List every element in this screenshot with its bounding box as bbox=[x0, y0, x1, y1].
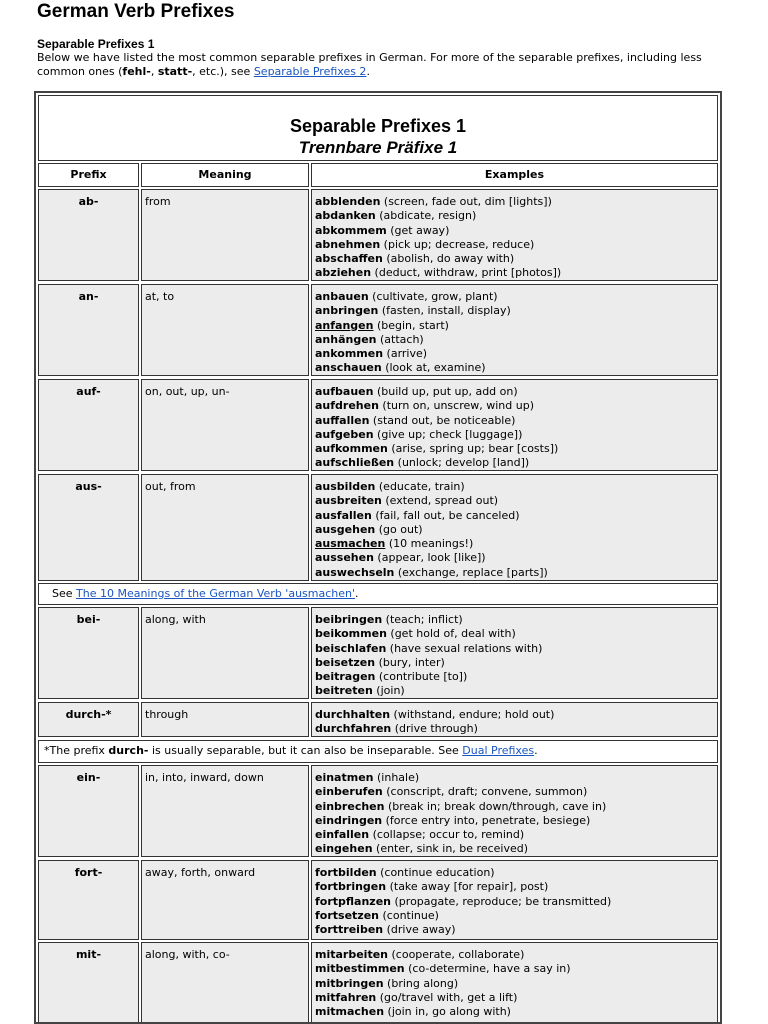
example-verb: ankommen bbox=[315, 347, 384, 361]
example-line bbox=[315, 414, 714, 428]
example-line bbox=[315, 977, 714, 991]
note-end: . bbox=[355, 587, 359, 600]
examples-cell bbox=[311, 765, 718, 857]
note-text-middle: is usually separable, but it can also be inseparable. See bbox=[148, 744, 463, 757]
example-line bbox=[315, 551, 714, 565]
example-verb: eindringen bbox=[315, 813, 383, 827]
example-verb: beischlafen bbox=[315, 641, 387, 655]
example-line bbox=[315, 385, 714, 399]
example-verb: abdanken bbox=[315, 209, 376, 223]
example-gloss: (look at, examine) bbox=[381, 361, 486, 375]
prefix-cell: auf- bbox=[38, 379, 139, 471]
prefix-cell: mit- bbox=[38, 942, 139, 1024]
example-gloss: (arise, spring up; bear [costs]) bbox=[387, 442, 559, 456]
example-line bbox=[315, 842, 714, 856]
example-line bbox=[315, 684, 714, 698]
example-gloss: (extend, spread out) bbox=[381, 494, 499, 508]
intro-paragraph bbox=[37, 51, 727, 79]
example-line bbox=[315, 866, 714, 880]
example-line bbox=[315, 442, 714, 456]
example-verb: anhängen bbox=[315, 332, 377, 346]
example-line bbox=[315, 566, 714, 580]
example-gloss: (take away [for repair], post) bbox=[386, 880, 549, 894]
example-gloss: (join in, go along with) bbox=[384, 1005, 511, 1019]
example-line bbox=[315, 428, 714, 442]
example-verb: mitbestimmen bbox=[315, 962, 405, 976]
page-title: German Verb Prefixes bbox=[37, 1, 235, 22]
meaning-cell: out, from bbox=[141, 474, 309, 581]
example-verb: einberufen bbox=[315, 785, 383, 799]
example-gloss: (break in; break down/through, cave in) bbox=[384, 799, 607, 813]
example-gloss: (contribute [to]) bbox=[375, 670, 468, 684]
examples-cell bbox=[311, 284, 718, 376]
example-verb: auswechseln bbox=[315, 565, 395, 579]
durch-note bbox=[38, 740, 718, 763]
prefix-cell: bei- bbox=[38, 607, 139, 699]
column-header-prefix: Prefix bbox=[38, 163, 139, 187]
example-gloss: (appear, look [like]) bbox=[373, 551, 486, 565]
example-line bbox=[315, 361, 714, 375]
example-line bbox=[315, 304, 714, 318]
example-line bbox=[315, 670, 714, 684]
example-line bbox=[315, 828, 714, 842]
examples-cell bbox=[311, 607, 718, 699]
example-gloss: (continue education) bbox=[376, 866, 495, 879]
example-verb: abziehen bbox=[315, 266, 372, 280]
example-gloss: (teach; inflict) bbox=[382, 613, 463, 626]
example-gloss: (cultivate, grow, plant) bbox=[368, 290, 498, 303]
section-heading: Separable Prefixes 1 bbox=[37, 37, 155, 51]
example-line bbox=[315, 319, 714, 333]
example-gloss: (abolish, do away with) bbox=[382, 252, 515, 266]
examples-cell bbox=[311, 860, 718, 940]
example-gloss: (abdicate, resign) bbox=[375, 209, 477, 223]
example-line bbox=[315, 800, 714, 814]
example-gloss: (co-determine, have a say in) bbox=[404, 962, 571, 976]
example-line bbox=[315, 642, 714, 656]
example-verb: abnehmen bbox=[315, 237, 381, 251]
example-gloss: (begin, start) bbox=[373, 318, 449, 332]
example-line bbox=[315, 347, 714, 361]
example-gloss: (educate, train) bbox=[375, 480, 465, 493]
example-line bbox=[315, 627, 714, 641]
table-subtitle: Trennbare Präfixe 1 bbox=[298, 138, 458, 157]
example-gloss: (drive away) bbox=[383, 923, 456, 937]
example-verb: anbauen bbox=[315, 290, 369, 303]
example-verb: beitreten bbox=[315, 684, 373, 698]
example-gloss: (turn on, unscrew, wind up) bbox=[378, 399, 534, 413]
example-verb: abblenden bbox=[315, 195, 381, 208]
table-title: Separable Prefixes 1 bbox=[289, 116, 467, 136]
column-header-examples: Examples bbox=[311, 163, 718, 187]
example-gloss: (cooperate, collaborate) bbox=[388, 948, 525, 961]
example-gloss: (10 meanings!) bbox=[385, 537, 474, 551]
intro-comma: , bbox=[150, 65, 158, 78]
example-line bbox=[315, 962, 714, 976]
example-verb: anschauen bbox=[315, 361, 382, 375]
example-line bbox=[315, 523, 714, 537]
example-gloss: (inhale) bbox=[373, 771, 420, 784]
examples-cell bbox=[311, 942, 718, 1024]
example-verb: einatmen bbox=[315, 771, 374, 784]
example-gloss: (propagate, reproduce; be transmitted) bbox=[391, 894, 612, 908]
prefix-cell: durch-* bbox=[38, 702, 139, 737]
meaning-cell: along, with, co- bbox=[141, 942, 309, 1024]
intro-bold-statt: statt- bbox=[157, 65, 193, 78]
intro-end: . bbox=[366, 65, 370, 78]
example-verb: aufkommen bbox=[315, 442, 388, 456]
prefix-cell: fort- bbox=[38, 860, 139, 940]
examples-cell bbox=[311, 474, 718, 581]
intro-text-after: , etc.), see bbox=[192, 65, 254, 78]
meaning-cell: on, out, up, un- bbox=[141, 379, 309, 471]
example-verb: beikommen bbox=[315, 627, 387, 641]
example-line bbox=[315, 290, 714, 304]
example-line bbox=[315, 923, 714, 937]
example-verb: fortpflanzen bbox=[315, 894, 392, 908]
example-gloss: (pick up; decrease, reduce) bbox=[380, 237, 535, 251]
intro-text: Below we have listed the most common separable prefixes in German. For more of the separable prefixes, including less common ones ( bbox=[37, 51, 702, 78]
example-verb: aufschließen bbox=[315, 456, 395, 470]
example-gloss: (get hold of, deal with) bbox=[386, 627, 516, 641]
example-gloss: (conscript, draft; convene, summon) bbox=[382, 785, 588, 799]
intro-bold-fehl: fehl- bbox=[122, 65, 151, 78]
example-verb: aufgeben bbox=[315, 427, 374, 441]
example-verb: einbrechen bbox=[315, 799, 385, 813]
meaning-cell: away, forth, onward bbox=[141, 860, 309, 940]
example-verb: abschaffen bbox=[315, 252, 383, 266]
example-verb[interactable]: anfangen bbox=[315, 318, 374, 332]
example-line bbox=[315, 909, 714, 923]
example-verb: beitragen bbox=[315, 670, 376, 684]
example-verb: fortsetzen bbox=[315, 908, 379, 922]
example-gloss: (bury, inter) bbox=[375, 655, 445, 669]
example-verb: mitfahren bbox=[315, 990, 377, 1004]
examples-cell bbox=[311, 702, 718, 737]
example-verb: einfallen bbox=[315, 828, 370, 842]
example-line bbox=[315, 656, 714, 670]
note-text: *The prefix bbox=[44, 744, 109, 757]
example-gloss: (deduct, withdraw, print [photos]) bbox=[371, 266, 562, 280]
separable-prefixes-2-link[interactable]: Separable Prefixes 2 bbox=[253, 65, 367, 78]
note-text: See bbox=[52, 587, 77, 600]
example-gloss: (give up; check [luggage]) bbox=[373, 427, 523, 441]
prefix-cell: an- bbox=[38, 284, 139, 376]
example-verb[interactable]: ausmachen bbox=[315, 537, 386, 551]
example-verb: durchhalten bbox=[315, 708, 391, 721]
example-line bbox=[315, 456, 714, 470]
prefix-cell: ein- bbox=[38, 765, 139, 857]
example-verb: forttreiben bbox=[315, 923, 384, 937]
example-gloss: (bring along) bbox=[383, 976, 459, 990]
example-line bbox=[315, 333, 714, 347]
column-header-meaning: Meaning bbox=[141, 163, 309, 187]
example-verb: aufdrehen bbox=[315, 399, 379, 413]
example-line bbox=[315, 537, 714, 551]
prefix-table bbox=[34, 91, 722, 1024]
example-line bbox=[315, 195, 714, 209]
example-line bbox=[315, 266, 714, 280]
example-line bbox=[315, 722, 714, 736]
example-verb: aussehen bbox=[315, 551, 374, 565]
example-line bbox=[315, 708, 714, 722]
example-gloss: (get away) bbox=[386, 223, 450, 237]
example-verb: mitmachen bbox=[315, 1005, 385, 1019]
example-verb: fortbilden bbox=[315, 866, 377, 879]
example-line bbox=[315, 948, 714, 962]
example-gloss: (force entry into, penetrate, besiege) bbox=[382, 813, 591, 827]
example-gloss: (go/travel with, get a lift) bbox=[376, 990, 518, 1004]
example-gloss: (enter, sink in, be received) bbox=[372, 842, 529, 856]
example-verb: anbringen bbox=[315, 304, 379, 318]
example-gloss: (collapse; occur to, remind) bbox=[369, 828, 525, 842]
example-line bbox=[315, 895, 714, 909]
example-gloss: (screen, fade out, dim [lights]) bbox=[380, 195, 552, 208]
examples-cell bbox=[311, 189, 718, 281]
example-line bbox=[315, 991, 714, 1005]
example-line bbox=[315, 238, 714, 252]
example-gloss: (withstand, endure; hold out) bbox=[390, 708, 555, 721]
example-verb: auffallen bbox=[315, 413, 370, 427]
note-end: . bbox=[534, 744, 538, 757]
example-verb: durchfahren bbox=[315, 722, 392, 736]
table-title-block bbox=[38, 95, 718, 161]
meaning-cell: from bbox=[141, 189, 309, 281]
example-line bbox=[315, 880, 714, 894]
example-gloss: (attach) bbox=[376, 332, 424, 346]
example-gloss: (fasten, install, display) bbox=[378, 304, 511, 318]
example-gloss: (continue) bbox=[379, 908, 439, 922]
example-gloss: (fail, fall out, be canceled) bbox=[371, 508, 520, 522]
dual-prefixes-link[interactable]: Dual Prefixes bbox=[462, 744, 535, 757]
example-line bbox=[315, 224, 714, 238]
example-line bbox=[315, 1005, 714, 1019]
meaning-cell: along, with bbox=[141, 607, 309, 699]
example-verb: fortbringen bbox=[315, 880, 387, 894]
example-gloss: (arrive) bbox=[383, 347, 428, 361]
example-verb: ausfallen bbox=[315, 508, 372, 522]
example-gloss: (stand out, be noticeable) bbox=[369, 413, 516, 427]
example-verb: beisetzen bbox=[315, 655, 376, 669]
example-verb: ausbilden bbox=[315, 480, 376, 493]
example-line bbox=[315, 613, 714, 627]
example-line bbox=[315, 509, 714, 523]
example-verb: beibringen bbox=[315, 613, 383, 626]
example-line bbox=[315, 771, 714, 785]
meaning-cell: in, into, inward, down bbox=[141, 765, 309, 857]
example-verb: mitarbeiten bbox=[315, 948, 388, 961]
meaning-cell: at, to bbox=[141, 284, 309, 376]
ausmachen-meanings-link[interactable]: The 10 Meanings of the German Verb 'ausmachen' bbox=[76, 587, 356, 600]
example-gloss: (join) bbox=[372, 684, 405, 698]
note-bold-durch: durch- bbox=[108, 744, 149, 757]
example-line bbox=[315, 252, 714, 266]
example-verb: aufbauen bbox=[315, 385, 374, 398]
example-gloss: (exchange, replace [parts]) bbox=[394, 565, 548, 579]
example-line bbox=[315, 494, 714, 508]
example-gloss: (unlock; develop [land]) bbox=[394, 456, 530, 470]
example-line bbox=[315, 785, 714, 799]
prefix-cell: aus- bbox=[38, 474, 139, 581]
example-line bbox=[315, 209, 714, 223]
example-verb: ausgehen bbox=[315, 522, 376, 536]
example-line bbox=[315, 480, 714, 494]
example-verb: eingehen bbox=[315, 842, 373, 856]
meaning-cell: through bbox=[141, 702, 309, 737]
example-gloss: (build up, put up, add on) bbox=[373, 385, 518, 398]
ausmachen-note bbox=[38, 583, 718, 605]
example-line bbox=[315, 814, 714, 828]
example-verb: ausbreiten bbox=[315, 494, 382, 508]
example-gloss: (drive through) bbox=[391, 722, 478, 736]
prefix-cell: ab- bbox=[38, 189, 139, 281]
example-gloss: (have sexual relations with) bbox=[386, 641, 543, 655]
example-line bbox=[315, 399, 714, 413]
examples-cell bbox=[311, 379, 718, 471]
example-gloss: (go out) bbox=[375, 522, 423, 536]
example-verb: abkommem bbox=[315, 223, 387, 237]
example-verb: mitbringen bbox=[315, 976, 384, 990]
